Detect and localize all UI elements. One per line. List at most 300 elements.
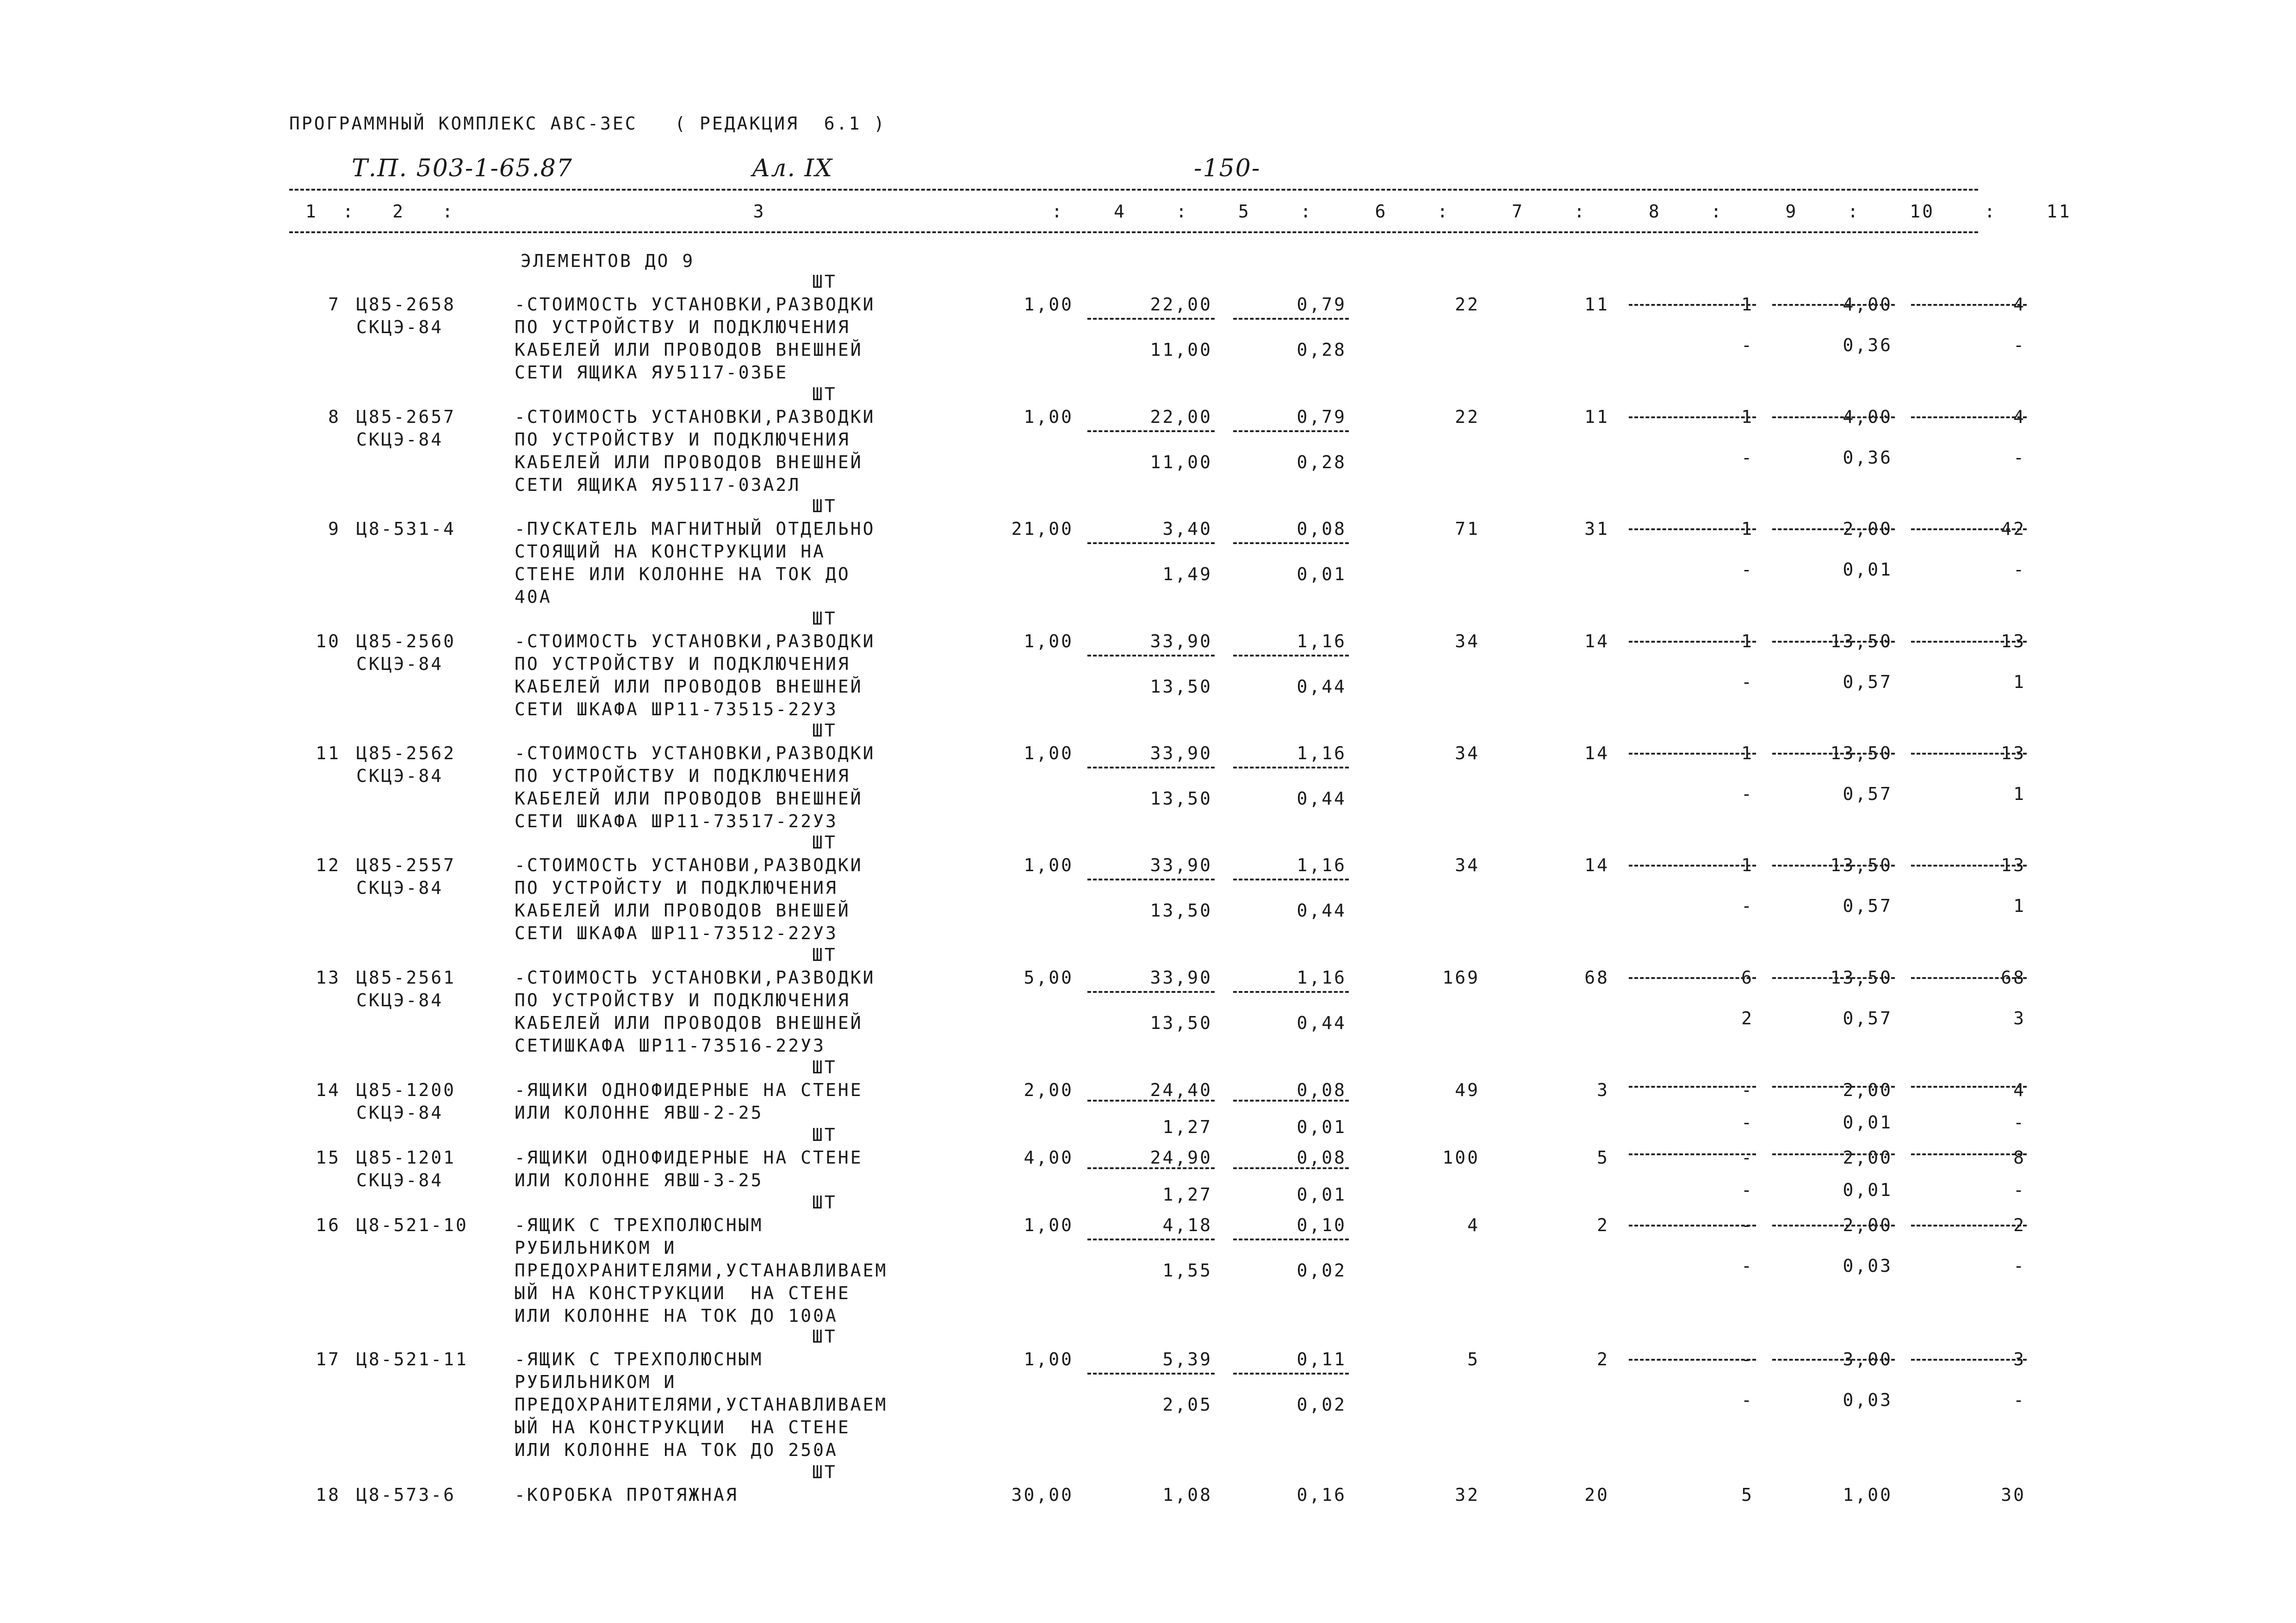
value-col-9: 1 — [1741, 407, 1754, 427]
fraction-rule — [1087, 767, 1215, 768]
work-description: ЫЙ НА КОНСТРУКЦИИ НА СТЕНЕ — [515, 1417, 850, 1437]
value-col-9-wage: - — [1741, 784, 1754, 804]
value-col-10-wage: 0,36 — [1843, 335, 1893, 355]
value-col-11: 30 — [2001, 1485, 2026, 1505]
rate-code: Ц85-1201 — [356, 1147, 456, 1168]
total-cost-2: 11 — [1584, 407, 1609, 427]
rate-code: СКЦЭ-84 — [356, 878, 444, 898]
value-col-9: - — [1741, 1147, 1754, 1168]
work-description: ИЛИ КОЛОННЕ ЯВШ-2-25 — [515, 1103, 763, 1123]
rate-code: Ц85-2657 — [356, 407, 456, 427]
value-col-11: 68 — [2001, 967, 2026, 988]
quantity: 30,00 — [1011, 1485, 1074, 1505]
value-col-11-wage: 1 — [2013, 672, 2026, 692]
quantity: 1,00 — [1024, 1215, 1074, 1235]
fraction-rule — [1087, 430, 1215, 432]
fraction-rule — [1629, 641, 1756, 643]
fraction-rule — [1911, 977, 2027, 979]
quantity: 1,00 — [1024, 743, 1074, 763]
quantity: 2,00 — [1024, 1080, 1074, 1100]
fraction-rule — [1233, 879, 1349, 880]
value-col-9-wage: - — [1741, 1112, 1754, 1133]
rate-code: СКЦЭ-84 — [356, 429, 444, 450]
fraction-rule — [1911, 528, 2027, 530]
fraction-rule — [1911, 1086, 2027, 1088]
fraction-rule — [1087, 655, 1215, 657]
value-col-9-wage: 2 — [1741, 1008, 1754, 1028]
fraction-rule — [1629, 304, 1756, 306]
quantity: 1,00 — [1024, 294, 1074, 315]
position-number: 7 — [328, 294, 341, 315]
fraction-rule — [1911, 865, 2027, 867]
unit-cost-2: 0,08 — [1297, 1147, 1347, 1168]
unit-cost: 1,08 — [1162, 1485, 1212, 1505]
rate-code: Ц85-2562 — [356, 743, 456, 763]
value-col-10: 1,00 — [1843, 1485, 1893, 1505]
value-col-9: - — [1741, 1080, 1754, 1100]
unit-cost: 24,90 — [1150, 1147, 1212, 1168]
fraction-rule — [1233, 1373, 1349, 1375]
work-description: ПРЕДОХРАНИТЕЛЯМИ,УСТАНАВЛИВАЕМ — [515, 1260, 888, 1281]
unit-cost-2: 0,79 — [1297, 407, 1347, 427]
rate-code: СКЦЭ-84 — [356, 1103, 444, 1123]
unit-cost-2: 0,16 — [1297, 1485, 1347, 1505]
value-col-11-wage: 1 — [2013, 896, 2026, 916]
fraction-rule — [1772, 641, 1895, 643]
value-col-11: 13 — [2001, 631, 2026, 651]
unit-cost-2: 0,79 — [1297, 294, 1347, 315]
total-cost-2: 14 — [1584, 743, 1609, 763]
rate-code: СКЦЭ-84 — [356, 990, 444, 1010]
work-description: -ПУСКАТЕЛЬ МАГНИТНЫЙ ОТДЕЛЬНО — [515, 519, 875, 539]
album-number: Ал. IX — [752, 155, 833, 182]
fraction-rule — [1087, 542, 1215, 544]
value-col-10-wage: 0,57 — [1843, 784, 1893, 804]
unit-label: ШТ — [812, 608, 837, 629]
quantity: 1,00 — [1024, 407, 1074, 427]
value-col-10: 2,00 — [1843, 1147, 1893, 1168]
work-description: ПО УСТРОЙСТУ И ПОДКЛЮЧЕНИЯ — [515, 878, 838, 898]
unit-cost: 33,90 — [1150, 855, 1212, 875]
position-number: 13 — [316, 967, 341, 988]
work-description: СЕТИ ЯЩИКА ЯУ5117-03БЕ — [515, 362, 788, 383]
fraction-rule — [1233, 767, 1349, 768]
position-number: 16 — [316, 1215, 341, 1235]
value-col-9-wage: - — [1741, 1180, 1754, 1200]
work-description: КАБЕЛЕЙ ИЛИ ПРОВОДОВ ВНЕШНЕЙ — [515, 340, 863, 360]
value-col-11: 8 — [2013, 1147, 2026, 1168]
value-col-9-wage: - — [1741, 896, 1754, 916]
unit-label: ШТ — [812, 720, 837, 741]
value-col-9: 1 — [1741, 855, 1754, 875]
work-description: СЕТИ ЯЩИКА ЯУ5117-03А2Л — [515, 475, 801, 495]
value-col-9: 1 — [1741, 743, 1754, 763]
fraction-rule — [1087, 991, 1215, 993]
rate-code: Ц8-531-4 — [356, 519, 456, 539]
fraction-rule — [1233, 1239, 1349, 1240]
work-description: -СТОИМОСТЬ УСТАНОВКИ,РАЗВОДКИ — [515, 967, 875, 988]
value-col-11: 13 — [2001, 743, 2026, 763]
unit-label: ШТ — [812, 384, 837, 404]
unit-cost: 22,00 — [1150, 407, 1212, 427]
work-description: СЕТИ ШКАФА ШР11-73517-22У3 — [515, 811, 838, 831]
total-cost: 71 — [1455, 519, 1480, 539]
continued-text: ЭЛЕМЕНТОВ ДО 9 — [521, 251, 695, 271]
fraction-rule — [1629, 865, 1756, 867]
unit-cost-wage-2: 0,01 — [1297, 1184, 1347, 1205]
work-description: -СТОИМОСТЬ УСТАНОВКИ,РАЗВОДКИ — [515, 294, 875, 315]
fraction-rule — [1629, 416, 1756, 418]
fraction-rule — [1629, 1359, 1756, 1361]
work-description: ПО УСТРОЙСТВУ И ПОДКЛЮЧЕНИЯ — [515, 429, 850, 450]
total-cost: 34 — [1455, 743, 1480, 763]
value-col-11-wage: - — [2013, 1256, 2026, 1276]
work-description: 40А — [515, 587, 552, 607]
fraction-rule — [1772, 1153, 1895, 1155]
value-col-10: 2,00 — [1843, 1215, 1893, 1235]
fraction-rule — [1772, 1225, 1895, 1227]
unit-cost-wage-2: 0,44 — [1297, 788, 1347, 809]
unit-cost-wage-2: 0,28 — [1297, 340, 1347, 360]
fraction-rule — [1087, 1373, 1215, 1375]
unit-cost: 22,00 — [1150, 294, 1212, 315]
unit-cost-wage: 1,27 — [1162, 1117, 1212, 1137]
value-col-9: 1 — [1741, 519, 1754, 539]
unit-cost-wage-2: 0,02 — [1297, 1260, 1347, 1281]
work-description: СТЕНЕ ИЛИ КОЛОННЕ НА ТОК ДО — [515, 564, 850, 584]
work-description: -КОРОБКА ПРОТЯЖНАЯ — [515, 1485, 738, 1505]
unit-label: ШТ — [812, 1326, 837, 1347]
work-description: КАБЕЛЕЙ ИЛИ ПРОВОДОВ ВНЕШНЕЙ — [515, 452, 863, 472]
fraction-rule — [1911, 416, 2027, 418]
quantity: 1,00 — [1024, 855, 1074, 875]
value-col-10: 2,00 — [1843, 519, 1893, 539]
unit-cost: 24,40 — [1150, 1080, 1212, 1100]
fraction-rule — [1087, 879, 1215, 880]
position-number: 18 — [316, 1485, 341, 1505]
rate-code: Ц85-2561 — [356, 967, 456, 988]
total-cost-2: 5 — [1597, 1147, 1609, 1168]
fraction-rule — [1629, 528, 1756, 530]
fraction-rule — [1087, 1100, 1215, 1102]
value-col-11-wage: - — [2013, 559, 2026, 580]
quantity: 5,00 — [1024, 967, 1074, 988]
work-description: -СТОИМОСТЬ УСТАНОВКИ,РАЗВОДКИ — [515, 631, 875, 651]
value-col-11-wage: - — [2013, 1390, 2026, 1410]
unit-cost-wage: 13,50 — [1150, 900, 1212, 921]
total-cost-2: 20 — [1584, 1485, 1609, 1505]
total-cost-2: 68 — [1584, 967, 1609, 988]
value-col-10: 13,50 — [1830, 855, 1893, 875]
value-col-11-wage: - — [2013, 335, 2026, 355]
rate-code: Ц85-2557 — [356, 855, 456, 875]
work-description: СЕТИШКАФА ШР11-73516-22У3 — [515, 1035, 825, 1056]
work-description: СЕТИ ШКАФА ШР11-73515-22У3 — [515, 699, 838, 719]
value-col-10-wage: 0,57 — [1843, 896, 1893, 916]
fraction-rule — [1911, 304, 2027, 306]
unit-cost-wage: 11,00 — [1150, 340, 1212, 360]
page-number: -150- — [1194, 155, 1261, 182]
fraction-rule — [1233, 1100, 1349, 1102]
fraction-rule — [1911, 753, 2027, 755]
work-description: ПО УСТРОЙСТВУ И ПОДКЛЮЧЕНИЯ — [515, 766, 850, 786]
unit-label: ШТ — [812, 1462, 837, 1482]
unit-label: ШТ — [812, 1192, 837, 1213]
work-description: ЫЙ НА КОНСТРУКЦИИ НА СТЕНЕ — [515, 1283, 850, 1303]
unit-cost-wage: 13,50 — [1150, 1013, 1212, 1033]
work-description: -ЯЩИКИ ОДНОФИДЕРНЫЕ НА СТЕНЕ — [515, 1080, 863, 1100]
value-col-9-wage: - — [1741, 559, 1754, 580]
fraction-rule — [1772, 865, 1895, 867]
total-cost-2: 2 — [1597, 1349, 1609, 1369]
document-code: Т.П. 503-1-65.87 — [352, 155, 573, 182]
fraction-rule — [1772, 416, 1895, 418]
unit-cost-2: 0,08 — [1297, 1080, 1347, 1100]
value-col-11: 4 — [2013, 294, 2026, 315]
value-col-10: 3,00 — [1843, 1349, 1893, 1369]
work-description: ПО УСТРОЙСТВУ И ПОДКЛЮЧЕНИЯ — [515, 654, 850, 674]
fraction-rule — [1772, 528, 1895, 530]
unit-cost: 33,90 — [1150, 743, 1212, 763]
fraction-rule — [1911, 1153, 2027, 1155]
program-title: ПРОГРАММНЫЙ КОМПЛЕКС АВС-ЗЕС ( РЕДАКЦИЯ 6.1 ) — [289, 113, 887, 134]
work-description: ИЛИ КОЛОННЕ НА ТОК ДО 100А — [515, 1306, 838, 1326]
fraction-rule — [1629, 1153, 1756, 1155]
unit-cost: 5,39 — [1162, 1349, 1212, 1369]
work-description: ПО УСТРОЙСТВУ И ПОДКЛЮЧЕНИЯ — [515, 990, 850, 1010]
value-col-11-wage: - — [2013, 447, 2026, 468]
rate-code: Ц85-1200 — [356, 1080, 456, 1100]
fraction-rule — [1772, 304, 1895, 306]
work-description: КАБЕЛЕЙ ИЛИ ПРОВОДОВ ВНЕШНЕЙ — [515, 788, 863, 809]
work-description: -ЯЩИК С ТРЕХПОЛЮСНЫМ — [515, 1215, 763, 1235]
work-description: ИЛИ КОЛОННЕ ЯВШ-3-25 — [515, 1170, 763, 1190]
value-col-10-wage: 0,01 — [1843, 559, 1893, 580]
unit-cost-2: 0,11 — [1297, 1349, 1347, 1369]
fraction-rule — [1233, 318, 1349, 320]
value-col-10-wage: 0,57 — [1843, 1008, 1893, 1028]
value-col-10-wage: 0,36 — [1843, 447, 1893, 468]
value-col-11: 4 — [2013, 407, 2026, 427]
position-number: 8 — [328, 407, 341, 427]
fraction-rule — [1233, 655, 1349, 657]
value-col-11: 2 — [2013, 1215, 2026, 1235]
unit-cost-wage: 1,27 — [1162, 1184, 1212, 1205]
unit-label: ШТ — [812, 945, 837, 965]
quantity: 21,00 — [1011, 519, 1074, 539]
unit-label: ШТ — [812, 1125, 837, 1145]
fraction-rule — [1772, 753, 1895, 755]
value-col-10: 13,50 — [1830, 743, 1893, 763]
fraction-rule — [1911, 1225, 2027, 1227]
work-description: -СТОИМОСТЬ УСТАНОВИ,РАЗВОДКИ — [515, 855, 863, 875]
unit-cost-wage: 1,55 — [1162, 1260, 1212, 1281]
work-description: ПО УСТРОЙСТВУ И ПОДКЛЮЧЕНИЯ — [515, 317, 850, 337]
position-number: 17 — [316, 1349, 341, 1369]
fraction-rule — [1233, 542, 1349, 544]
value-col-9: 1 — [1741, 294, 1754, 315]
total-cost: 5 — [1467, 1349, 1480, 1369]
rate-code: Ц85-2560 — [356, 631, 456, 651]
value-col-11: 42 — [2001, 519, 2026, 539]
fraction-rule — [1087, 1167, 1215, 1169]
unit-cost-wage-2: 0,02 — [1297, 1394, 1347, 1415]
unit-cost-wage-2: 0,01 — [1297, 564, 1347, 584]
total-cost: 49 — [1455, 1080, 1480, 1100]
fraction-rule — [1629, 1225, 1756, 1227]
fraction-rule — [1233, 430, 1349, 432]
unit-cost-wage: 13,50 — [1150, 676, 1212, 697]
value-col-9: 1 — [1741, 631, 1754, 651]
rate-code: Ц8-521-10 — [356, 1215, 468, 1235]
rate-code: СКЦЭ-84 — [356, 766, 444, 786]
work-description: -ЯЩИК С ТРЕХПОЛЮСНЫМ — [515, 1349, 763, 1369]
rate-code: СКЦЭ-84 — [356, 317, 444, 337]
position-number: 11 — [316, 743, 341, 763]
value-col-11: 4 — [2013, 1080, 2026, 1100]
unit-label: ШТ — [812, 272, 837, 292]
work-description: -ЯЩИКИ ОДНОФИДЕРНЫЕ НА СТЕНЕ — [515, 1147, 863, 1168]
unit-cost-wage-2: 0,44 — [1297, 676, 1347, 697]
unit-cost: 33,90 — [1150, 967, 1212, 988]
total-cost: 34 — [1455, 855, 1480, 875]
rate-code: СКЦЭ-84 — [356, 1170, 444, 1190]
column-numbers: 1 : 2 : 3 : 4 : 5 : 6 : 7 : 8 : 9 : 10 : 11 — [305, 201, 2072, 222]
value-col-10: 4,00 — [1843, 294, 1893, 315]
position-number: 15 — [316, 1147, 341, 1168]
value-col-9-wage: - — [1741, 335, 1754, 355]
position-number: 14 — [316, 1080, 341, 1100]
rate-code: Ц85-2658 — [356, 294, 456, 315]
total-cost-2: 14 — [1584, 631, 1609, 651]
unit-label: ШТ — [812, 496, 837, 516]
fraction-rule — [1772, 1086, 1895, 1088]
fraction-rule — [1772, 1359, 1895, 1361]
unit-label: ШТ — [812, 832, 837, 853]
value-col-11-wage: 1 — [2013, 784, 2026, 804]
quantity: 4,00 — [1024, 1147, 1074, 1168]
fraction-rule — [1772, 977, 1895, 979]
fraction-rule — [1629, 753, 1756, 755]
value-col-10: 13,50 — [1830, 967, 1893, 988]
fraction-rule — [1629, 1086, 1756, 1088]
value-col-10-wage: 0,57 — [1843, 672, 1893, 692]
unit-cost: 33,90 — [1150, 631, 1212, 651]
total-cost: 169 — [1442, 967, 1480, 988]
work-description: СТОЯЩИЙ НА КОНСТРУКЦИИ НА — [515, 541, 825, 562]
total-cost-2: 3 — [1597, 1080, 1609, 1100]
value-col-10-wage: 0,01 — [1843, 1180, 1893, 1200]
value-col-11: 3 — [2013, 1349, 2026, 1369]
total-cost-2: 14 — [1584, 855, 1609, 875]
position-number: 9 — [328, 519, 341, 539]
value-col-10: 2,00 — [1843, 1080, 1893, 1100]
value-col-9: 5 — [1741, 1485, 1754, 1505]
value-col-11-wage: - — [2013, 1112, 2026, 1133]
value-col-10-wage: 0,03 — [1843, 1390, 1893, 1410]
unit-cost-wage-2: 0,01 — [1297, 1117, 1347, 1137]
total-cost: 32 — [1455, 1485, 1480, 1505]
value-col-9: - — [1741, 1215, 1754, 1235]
total-cost: 4 — [1467, 1215, 1480, 1235]
value-col-10-wage: 0,03 — [1843, 1256, 1893, 1276]
work-description: ИЛИ КОЛОННЕ НА ТОК ДО 250А — [515, 1440, 838, 1460]
fraction-rule — [1233, 991, 1349, 993]
total-cost-2: 31 — [1584, 519, 1609, 539]
unit-cost: 3,40 — [1162, 519, 1212, 539]
total-cost: 34 — [1455, 631, 1480, 651]
total-cost: 22 — [1455, 407, 1480, 427]
fraction-rule — [1629, 977, 1756, 979]
value-col-9-wage: - — [1741, 672, 1754, 692]
fraction-rule — [1087, 1239, 1215, 1240]
value-col-9: 6 — [1741, 967, 1754, 988]
value-col-11-wage: - — [2013, 1180, 2026, 1200]
unit-cost-2: 1,16 — [1297, 743, 1347, 763]
unit-cost-wage-2: 0,28 — [1297, 452, 1347, 472]
total-cost-2: 2 — [1597, 1215, 1609, 1235]
value-col-10-wage: 0,01 — [1843, 1112, 1893, 1133]
work-description: -СТОИМОСТЬ УСТАНОВКИ,РАЗВОДКИ — [515, 743, 875, 763]
unit-cost-wage-2: 0,44 — [1297, 1013, 1347, 1033]
unit-cost-2: 0,08 — [1297, 519, 1347, 539]
value-col-10: 4,00 — [1843, 407, 1893, 427]
work-description: КАБЕЛЕЙ ИЛИ ПРОВОДОВ ВНЕШНЕЙ — [515, 676, 863, 697]
work-description: -СТОИМОСТЬ УСТАНОВКИ,РАЗВОДКИ — [515, 407, 875, 427]
total-cost: 22 — [1455, 294, 1480, 315]
unit-cost-2: 1,16 — [1297, 855, 1347, 875]
unit-cost-wage: 2,05 — [1162, 1394, 1212, 1415]
value-col-9-wage: - — [1741, 447, 1754, 468]
work-description: КАБЕЛЕЙ ИЛИ ПРОВОДОВ ВНЕШЕЙ — [515, 900, 850, 921]
value-col-11: 13 — [2001, 855, 2026, 875]
work-description: КАБЕЛЕЙ ИЛИ ПРОВОДОВ ВНЕШНЕЙ — [515, 1013, 863, 1033]
value-col-9: - — [1741, 1349, 1754, 1369]
value-col-10: 13,50 — [1830, 631, 1893, 651]
value-col-9-wage: - — [1741, 1390, 1754, 1410]
fraction-rule — [1087, 318, 1215, 320]
total-cost-2: 11 — [1584, 294, 1609, 315]
position-number: 10 — [316, 631, 341, 651]
rate-code: Ц8-573-6 — [356, 1485, 456, 1505]
unit-cost-wage-2: 0,44 — [1297, 900, 1347, 921]
fraction-rule — [1233, 1167, 1349, 1169]
work-description: ПРЕДОХРАНИТЕЛЯМИ,УСТАНАВЛИВАЕМ — [515, 1394, 888, 1415]
quantity: 1,00 — [1024, 631, 1074, 651]
value-col-11-wage: 3 — [2013, 1008, 2026, 1028]
unit-cost-2: 1,16 — [1297, 967, 1347, 988]
unit-cost-2: 1,16 — [1297, 631, 1347, 651]
header-rule-top — [289, 189, 1978, 191]
rate-code: Ц8-521-11 — [356, 1349, 468, 1369]
unit-label: ШТ — [812, 1057, 837, 1078]
work-description: СЕТИ ШКАФА ШР11-73512-22У3 — [515, 923, 838, 943]
fraction-rule — [1911, 1359, 2027, 1361]
fraction-rule — [1911, 641, 2027, 643]
unit-cost-wage: 13,50 — [1150, 788, 1212, 809]
work-description: РУБИЛЬНИКОМ И — [515, 1238, 676, 1258]
total-cost: 100 — [1442, 1147, 1480, 1168]
unit-cost-2: 0,10 — [1297, 1215, 1347, 1235]
unit-cost: 4,18 — [1162, 1215, 1212, 1235]
quantity: 1,00 — [1024, 1349, 1074, 1369]
unit-cost-wage: 11,00 — [1150, 452, 1212, 472]
header-rule-bottom — [289, 231, 1978, 233]
work-description: РУБИЛЬНИКОМ И — [515, 1372, 676, 1392]
value-col-9-wage: - — [1741, 1256, 1754, 1276]
rate-code: СКЦЭ-84 — [356, 654, 444, 674]
unit-cost-wage: 1,49 — [1162, 564, 1212, 584]
